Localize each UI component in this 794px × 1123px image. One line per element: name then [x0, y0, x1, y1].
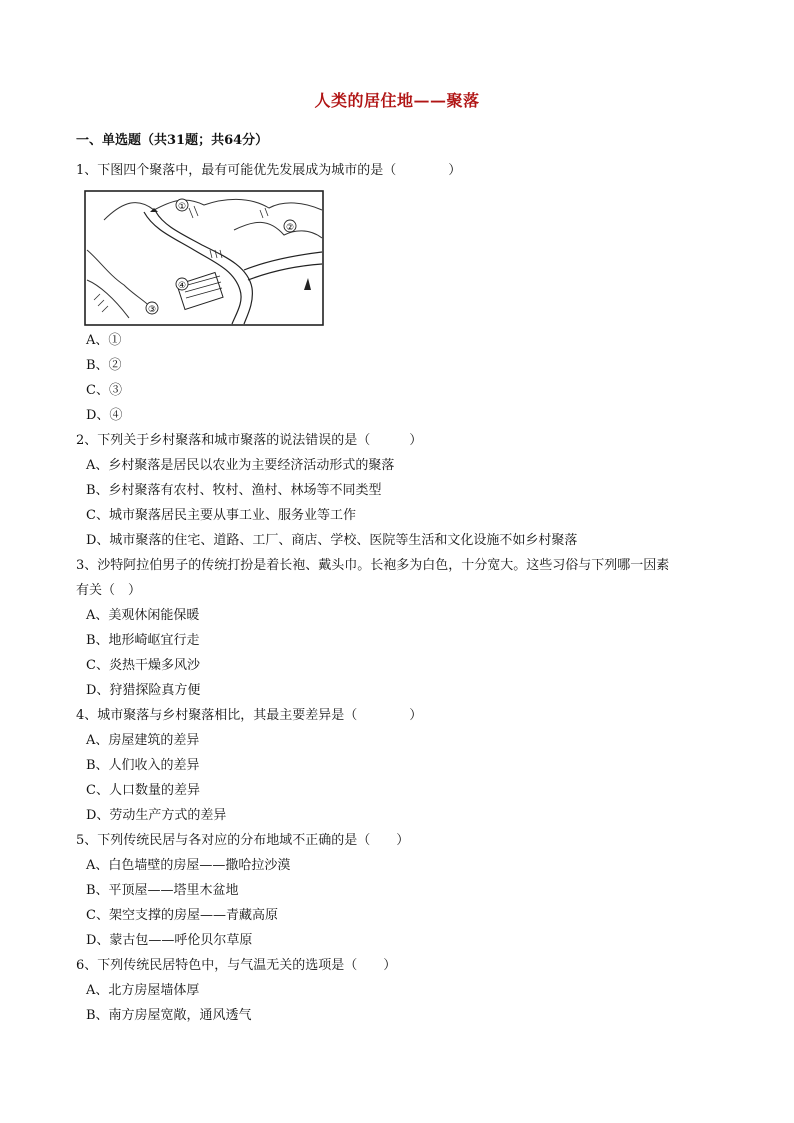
question-6-option-a[interactable]: A、北方房屋墙体厚	[86, 983, 200, 998]
question-5-option-c[interactable]: C、架空支撑的房屋——青藏高原	[86, 908, 278, 923]
question-2-option-b[interactable]: B、乡村聚落有农村、牧村、渔村、林场等不同类型	[86, 483, 382, 498]
question-3-option-b[interactable]: B、地形崎岖宜行走	[86, 633, 200, 648]
figure-label-2: ②	[285, 223, 295, 233]
question-3-option-a[interactable]: A、美观休闲能保暖	[86, 608, 200, 623]
question-4-option-b[interactable]: B、人们收入的差异	[86, 758, 200, 773]
question-4-stem: 4、城市聚落与乡村聚落相比，其最主要差异是（ ）	[76, 708, 423, 723]
question-4-option-a[interactable]: A、房屋建筑的差异	[86, 733, 200, 748]
question-3-stem-line2: 有关（ ）	[76, 583, 142, 598]
question-1-option-b[interactable]: B、②	[86, 358, 122, 373]
figure-label-1: ①	[177, 202, 187, 212]
question-5-option-a[interactable]: A、白色墙壁的房屋——撒哈拉沙漠	[86, 858, 291, 873]
question-1-option-c[interactable]: C、③	[86, 383, 122, 398]
question-5-option-b[interactable]: B、平顶屋——塔里木盆地	[86, 883, 239, 898]
question-1-option-a[interactable]: A、①	[86, 333, 122, 348]
figure-label-3: ③	[147, 305, 157, 315]
question-4-option-d[interactable]: D、劳动生产方式的差异	[86, 808, 227, 823]
question-1-stem: 1、下图四个聚落中，最有可能优先发展成为城市的是（ ）	[76, 163, 462, 178]
settlement-map-figure	[84, 190, 324, 326]
question-2-stem: 2、下列关于乡村聚落和城市聚落的说法错误的是（ ）	[76, 433, 423, 448]
question-6-option-b[interactable]: B、南方房屋宽敞，通风透气	[86, 1008, 252, 1023]
question-6-stem: 6、下列传统民居特色中，与气温无关的选项是（ ）	[76, 958, 397, 973]
question-4-option-c[interactable]: C、人口数量的差异	[86, 783, 200, 798]
question-3-stem-line1: 3、沙特阿拉伯男子的传统打扮是着长袍、戴头巾。长袍多为白色，十分宽大。这些习俗与下列哪一因素	[76, 558, 670, 573]
question-1-option-d[interactable]: D、④	[86, 408, 123, 423]
question-3-option-d[interactable]: D、狩猎探险真方便	[86, 683, 201, 698]
question-2-option-d[interactable]: D、城市聚落的住宅、道路、工厂、商店、学校、医院等生活和文化设施不如乡村聚落	[86, 533, 578, 548]
page-title: 人类的居住地——聚落	[314, 91, 480, 110]
question-2-option-c[interactable]: C、城市聚落居民主要从事工业、服务业等工作	[86, 508, 356, 523]
question-5-option-d[interactable]: D、蒙古包——呼伦贝尔草原	[86, 933, 253, 948]
question-3-option-c[interactable]: C、炎热干燥多风沙	[86, 658, 200, 673]
question-5-stem: 5、下列传统民居与各对应的分布地域不正确的是（ ）	[76, 833, 410, 848]
question-2-option-a[interactable]: A、乡村聚落是居民以农业为主要经济活动形式的聚落	[86, 458, 395, 473]
figure-label-4: ④	[177, 281, 187, 291]
section-heading: 一、单选题（共31题；共64分）	[76, 133, 269, 148]
